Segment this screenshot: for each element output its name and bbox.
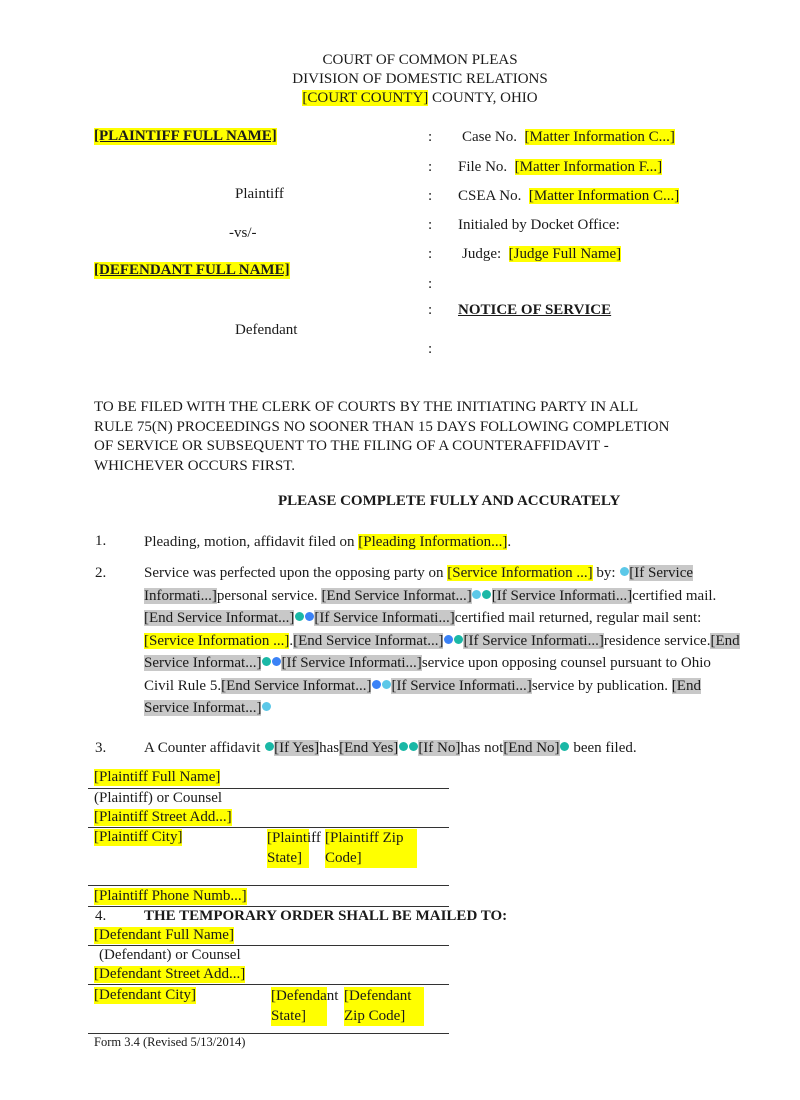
item-number: 2. bbox=[95, 565, 107, 581]
affidavit-text: A Counter affidavit bbox=[144, 740, 265, 756]
condition-end-field[interactable]: [End Service Informat...] bbox=[221, 677, 372, 694]
service-text: certified mail returned, regular mail sent: bbox=[454, 610, 702, 626]
instruction-line: RULE 75(N) PROCEEDINGS NO SOONER THAN 15 DAYS FOLLOWING COMPLETION bbox=[94, 418, 670, 435]
service-text: . bbox=[289, 632, 294, 649]
if-no-field[interactable]: [If No] bbox=[418, 740, 461, 756]
service-date-field[interactable]: [Service Information ...] bbox=[447, 565, 593, 581]
defendant-full-name-field[interactable]: [Defendant Full Name] bbox=[94, 927, 234, 943]
instruction-line: TO BE FILED WITH THE CLERK OF COURTS BY THE INITIATING PARTY IN ALL bbox=[94, 399, 639, 415]
defendant-city-field[interactable]: [Defendant City] bbox=[94, 987, 197, 1003]
condition-marker-icon bbox=[295, 612, 304, 621]
caption-colon: : bbox=[428, 159, 433, 175]
file-number-label: File No. bbox=[458, 159, 508, 175]
condition-marker-icon bbox=[472, 590, 481, 599]
item-2-service bbox=[144, 562, 744, 720]
condition-marker-icon bbox=[482, 590, 491, 599]
csea-number-field[interactable]: [Matter Information C...] bbox=[528, 188, 680, 204]
service-text: certified mail. bbox=[632, 587, 717, 604]
condition-marker-icon bbox=[409, 742, 418, 751]
condition-field[interactable]: [If Service Informati...] bbox=[281, 655, 422, 671]
caption-colon: : bbox=[428, 217, 433, 233]
item-number: 4. bbox=[95, 908, 107, 924]
caption-colon: : bbox=[428, 129, 433, 145]
instruction-line: OF SERVICE OR SUBSEQUENT TO THE FILING OF A COUNTERAFFIDAVIT - bbox=[94, 438, 609, 454]
condition-end-field[interactable]: [End Service Informat...] bbox=[144, 610, 295, 626]
service-text: service by publication. bbox=[531, 677, 672, 694]
affidavit-text: has not bbox=[460, 740, 504, 756]
caption-colon: : bbox=[428, 276, 433, 292]
condition-marker-icon bbox=[262, 702, 271, 711]
form-revision-footer: Form 3.4 (Revised 5/13/2014) bbox=[94, 1035, 246, 1049]
file-number-field[interactable]: [Matter Information F...] bbox=[514, 159, 663, 175]
docket-initial-label: Initialed by Docket Office: bbox=[458, 217, 620, 233]
defendant-label: Defendant bbox=[235, 322, 298, 338]
caption-colon: : bbox=[428, 302, 433, 318]
plaintiff-role-label: (Plaintiff) or Counsel bbox=[94, 790, 223, 806]
judge-row bbox=[462, 246, 621, 263]
case-number-label: Case No. bbox=[462, 129, 517, 145]
service-text: service upon opposing counsel pursuant to Ohio Civil Rule 5. bbox=[144, 655, 711, 694]
plaintiff-street-field[interactable]: [Plaintiff Street Add...] bbox=[94, 809, 232, 825]
if-yes-field[interactable]: [If Yes] bbox=[274, 740, 320, 756]
condition-marker-icon bbox=[560, 742, 569, 751]
condition-end-field[interactable]: [End Service Informat...] bbox=[144, 677, 701, 716]
condition-marker-icon bbox=[382, 680, 391, 689]
condition-end-field[interactable]: [End Service Informat...] bbox=[321, 587, 472, 604]
condition-field[interactable]: [If Service Informati...] bbox=[144, 565, 694, 604]
defendant-name-field[interactable]: [DEFENDANT FULL NAME] bbox=[94, 262, 290, 278]
defendant-role-label: (Defendant) or Counsel bbox=[99, 947, 241, 963]
plaintiff-city-field[interactable]: [Plaintiff City] bbox=[94, 829, 183, 845]
judge-name-field[interactable]: [Judge Full Name] bbox=[508, 246, 622, 262]
affidavit-text: been filed. bbox=[569, 740, 637, 756]
condition-field[interactable]: [If Service Informati...] bbox=[391, 677, 532, 694]
case-number-field[interactable]: [Matter Information C...] bbox=[524, 129, 675, 145]
end-yes-field[interactable]: [End Yes] bbox=[339, 740, 399, 756]
defendant-street-field[interactable]: [Defendant Street Add...] bbox=[94, 966, 246, 982]
plaintiff-name-field[interactable]: [PLAINTIFF FULL NAME] bbox=[94, 128, 277, 144]
condition-end-field[interactable]: [End Service Informat...] bbox=[144, 632, 740, 671]
pleading-info-field[interactable]: [Pleading Information...] bbox=[358, 534, 508, 550]
instruction-line: WHICHEVER OCCURS FIRST. bbox=[94, 457, 295, 474]
item-number: 1. bbox=[95, 533, 107, 549]
address-line bbox=[88, 984, 449, 985]
versus-label: -vs/- bbox=[229, 225, 257, 241]
address-line bbox=[88, 1033, 449, 1034]
end-no-field[interactable]: [End No] bbox=[503, 740, 560, 756]
csea-number-row bbox=[458, 188, 679, 205]
condition-end-field[interactable]: [End Service Informat...] bbox=[293, 632, 444, 649]
address-line bbox=[88, 885, 449, 886]
condition-field[interactable]: [If Service Informati...] bbox=[314, 610, 455, 626]
condition-marker-icon bbox=[265, 742, 274, 751]
condition-marker-icon bbox=[305, 612, 314, 621]
affidavit-text: has bbox=[319, 740, 340, 756]
service-text: personal service. bbox=[216, 587, 322, 604]
signature-line bbox=[88, 945, 449, 946]
signature-line bbox=[88, 788, 449, 789]
court-county-suffix: COUNTY, OHIO bbox=[428, 90, 538, 106]
filing-instructions bbox=[94, 398, 669, 476]
condition-field[interactable]: [If Service Informati...] bbox=[491, 587, 633, 604]
defendant-state-field[interactable]: [Defendant State] bbox=[271, 987, 327, 1026]
condition-marker-icon bbox=[272, 657, 281, 666]
plaintiff-label: Plaintiff bbox=[235, 186, 284, 202]
mailing-heading: THE TEMPORARY ORDER SHALL BE MAILED TO: bbox=[144, 908, 508, 924]
plaintiff-state-field[interactable]: [Plaintiff State] bbox=[267, 829, 309, 868]
caption-colon: : bbox=[428, 246, 433, 262]
condition-marker-icon bbox=[262, 657, 271, 666]
caption-colon: : bbox=[428, 341, 433, 357]
phone-line bbox=[88, 906, 449, 907]
caption-colon: : bbox=[428, 188, 433, 204]
condition-marker-icon bbox=[372, 680, 381, 689]
court-name: COURT OF COMMON PLEAS bbox=[322, 52, 518, 68]
complete-fully-heading: PLEASE COMPLETE FULLY AND ACCURATELY bbox=[278, 493, 621, 509]
plaintiff-zip-field[interactable]: [Plaintiff Zip Code] bbox=[325, 829, 417, 868]
item-1-pleading bbox=[144, 531, 744, 554]
csea-number-label: CSEA No. bbox=[458, 188, 522, 204]
judge-label: Judge: bbox=[462, 246, 502, 262]
address-line bbox=[88, 827, 449, 828]
file-number-row bbox=[458, 159, 662, 176]
service-text: by: bbox=[592, 565, 620, 581]
condition-marker-icon bbox=[620, 567, 629, 576]
service-text: residence service. bbox=[603, 632, 711, 649]
court-county-field[interactable]: [COURT COUNTY] bbox=[302, 90, 429, 106]
condition-marker-icon bbox=[444, 635, 453, 644]
condition-field[interactable]: [If Service Informati...] bbox=[463, 632, 604, 649]
case-number-row bbox=[462, 129, 675, 146]
document-title: NOTICE OF SERVICE bbox=[458, 302, 612, 318]
court-division: DIVISION OF DOMESTIC RELATIONS bbox=[292, 71, 548, 87]
defendant-zip-field[interactable]: [Defendant Zip Code] bbox=[344, 987, 424, 1026]
condition-marker-icon bbox=[399, 742, 408, 751]
condition-marker-icon bbox=[454, 635, 463, 644]
item-number: 3. bbox=[95, 740, 107, 756]
court-county-line bbox=[0, 90, 800, 107]
service-info-field[interactable]: [Service Information ...] bbox=[144, 632, 290, 649]
item-1-end: . bbox=[507, 534, 512, 550]
service-text: Service was perfected upon the opposing party on bbox=[144, 565, 448, 581]
plaintiff-full-name-field[interactable]: [Plaintiff Full Name] bbox=[94, 769, 221, 785]
plaintiff-phone-field[interactable]: [Plaintiff Phone Numb...] bbox=[94, 888, 247, 904]
item-3-counter-affidavit bbox=[144, 737, 744, 760]
item-1-text: Pleading, motion, affidavit filed on bbox=[144, 534, 359, 550]
